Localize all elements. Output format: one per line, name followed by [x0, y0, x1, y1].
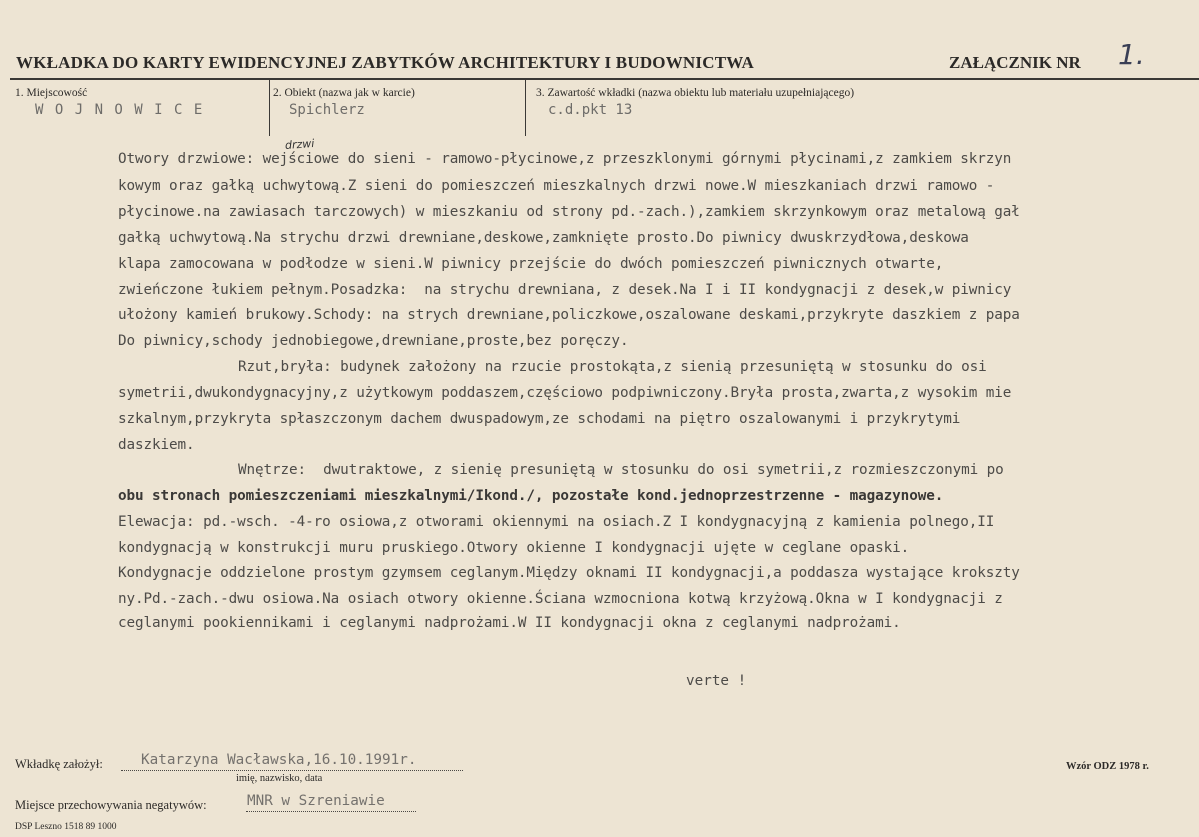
body-line: zwieńczone łukiem pełnym.Posadzka: na strychu drewniana, z desek.Na I i II kondygnacji z desek,w piwnicy [118, 282, 1012, 298]
negatives-label: Miejsce przechowywania negatywów: [15, 798, 207, 812]
author-dotted-line [121, 770, 463, 771]
body-line: płycinowe.na zawiasach tarczowych) w mieszkaniu od strony pd.-zach.),zamkiem skrzynkowym oraz metalową gał [118, 204, 1020, 220]
negatives-dotted-line [246, 811, 416, 812]
body-line: Rzut,bryła: budynek założony na rzucie prostokąta,z sienią przesuniętą w stosunku do osi [238, 359, 987, 375]
body-line: Wnętrze: dwutraktowe, z sienię presuniętą w stosunku do osi symetrii,z rozmieszczonymi po [238, 462, 1004, 478]
body-line: ułożony kamień brukowy.Schody: na strych drewniane,policzkowe,oszalowane deskami,przykryte daszkiem z papa [118, 307, 1020, 323]
handwritten-note: drzwi [284, 136, 315, 153]
field-locality-value: W O J N O W I C E [35, 102, 204, 118]
body-line: Kondygnacje oddzielone prostym gzymsem ceglanym.Między oknami II kondygnacji,a poddasza wystające krokszty [118, 565, 1020, 581]
field-contents-label: 3. Zawartość wkładki (nazwa obiektu lub materiału uzupełniającego) [536, 87, 855, 99]
field-locality-label: 1. Miejscowość [15, 87, 88, 99]
body-line: ceglanymi pookiennikami i ceglanymi nadprożami.W II kondygnacji okna z ceglanymi nadprożami. [118, 615, 901, 631]
form-title: WKŁADKA DO KARTY EWIDENCYJNEJ ZABYTKÓW ARCHITEKTURY I BUDOWNICTWA [16, 53, 755, 72]
attachment-number: 1. [1118, 38, 1145, 71]
author-label: Wkładkę założył: [15, 757, 103, 771]
negatives-value: MNR w Szreniawie [247, 793, 385, 809]
body-line: obu stronach pomieszczeniami mieszkalnymi/Ikond./, pozostałe kond.jednoprzestrzenne - magazynowe. [118, 488, 944, 504]
body-line: symetrii,dwukondygnacyjny,z użytkowym poddaszem,częściowo podpiwniczony.Bryła prosta,zwarta,z wysokim mie [118, 385, 1012, 401]
author-value: Katarzyna Wacławska,16.10.1991r. [141, 752, 417, 768]
verte-note: verte ! [686, 673, 747, 689]
body-line: Otwory drzwiowe: wejściowe do sieni - ramowo-płycinowe,z przeszklonymi górnymi płycinami,z zamkiem skrzyn [118, 151, 1012, 167]
attachment-label: ZAŁĄCZNIK NR [949, 53, 1081, 72]
body-line: ny.Pd.-zach.-dwu osiowa.Na osiach otwory okienne.Ściana wzmocniona kotwą krzyżową.Okna w I kondygnacji z [118, 591, 1003, 607]
header-divider-1 [269, 80, 270, 136]
field-object-value: Spichlerz [289, 102, 365, 118]
header-divider-2 [525, 80, 526, 136]
form-pattern-label: Wzór ODZ 1978 r. [1066, 761, 1149, 772]
author-caption: imię, nazwisko, data [236, 773, 323, 784]
field-object-label: 2. Obiekt (nazwa jak w karcie) [273, 87, 415, 99]
title-rule [10, 78, 1199, 80]
body-line: gałką uchwytową.Na strychu drzwi drewniane,deskowe,zamknięte prosto.Do piwnicy dwuskrzydłowa,deskowa [118, 230, 969, 246]
print-info: DSP Leszno 1518 89 1000 [15, 822, 117, 832]
body-line: daszkiem. [118, 437, 195, 453]
body-line: kondygnacją w konstrukcji muru pruskiego.Otwory okienne I kondygnacji ujęte w ceglane opaski. [118, 540, 910, 556]
body-line: szkalnym,przykryta spłaszczonym dachem dwuspadowym,ze schodami na piętro oszalowanymi i przykrytymi [118, 411, 961, 427]
body-line: kowym oraz gałką uchwytową.Z sieni do pomieszczeń mieszkalnych drzwi nowe.W mieszkaniach drzwi ramowo - [118, 178, 995, 194]
body-line: Elewacja: pd.-wsch. -4-ro osiowa,z otworami okiennymi na osiach.Z I kondygnacyjną z kamienia polnego,II [118, 514, 995, 530]
body-line: Do piwnicy,schody jednobiegowe,drewniane,proste,bez poręczy. [118, 333, 629, 349]
field-contents-value: c.d.pkt 13 [548, 102, 633, 118]
body-line: klapa zamocowana w podłodze w sieni.W piwnicy przejście do dwóch pomieszczeń piwnicznych otwarte, [118, 256, 944, 272]
